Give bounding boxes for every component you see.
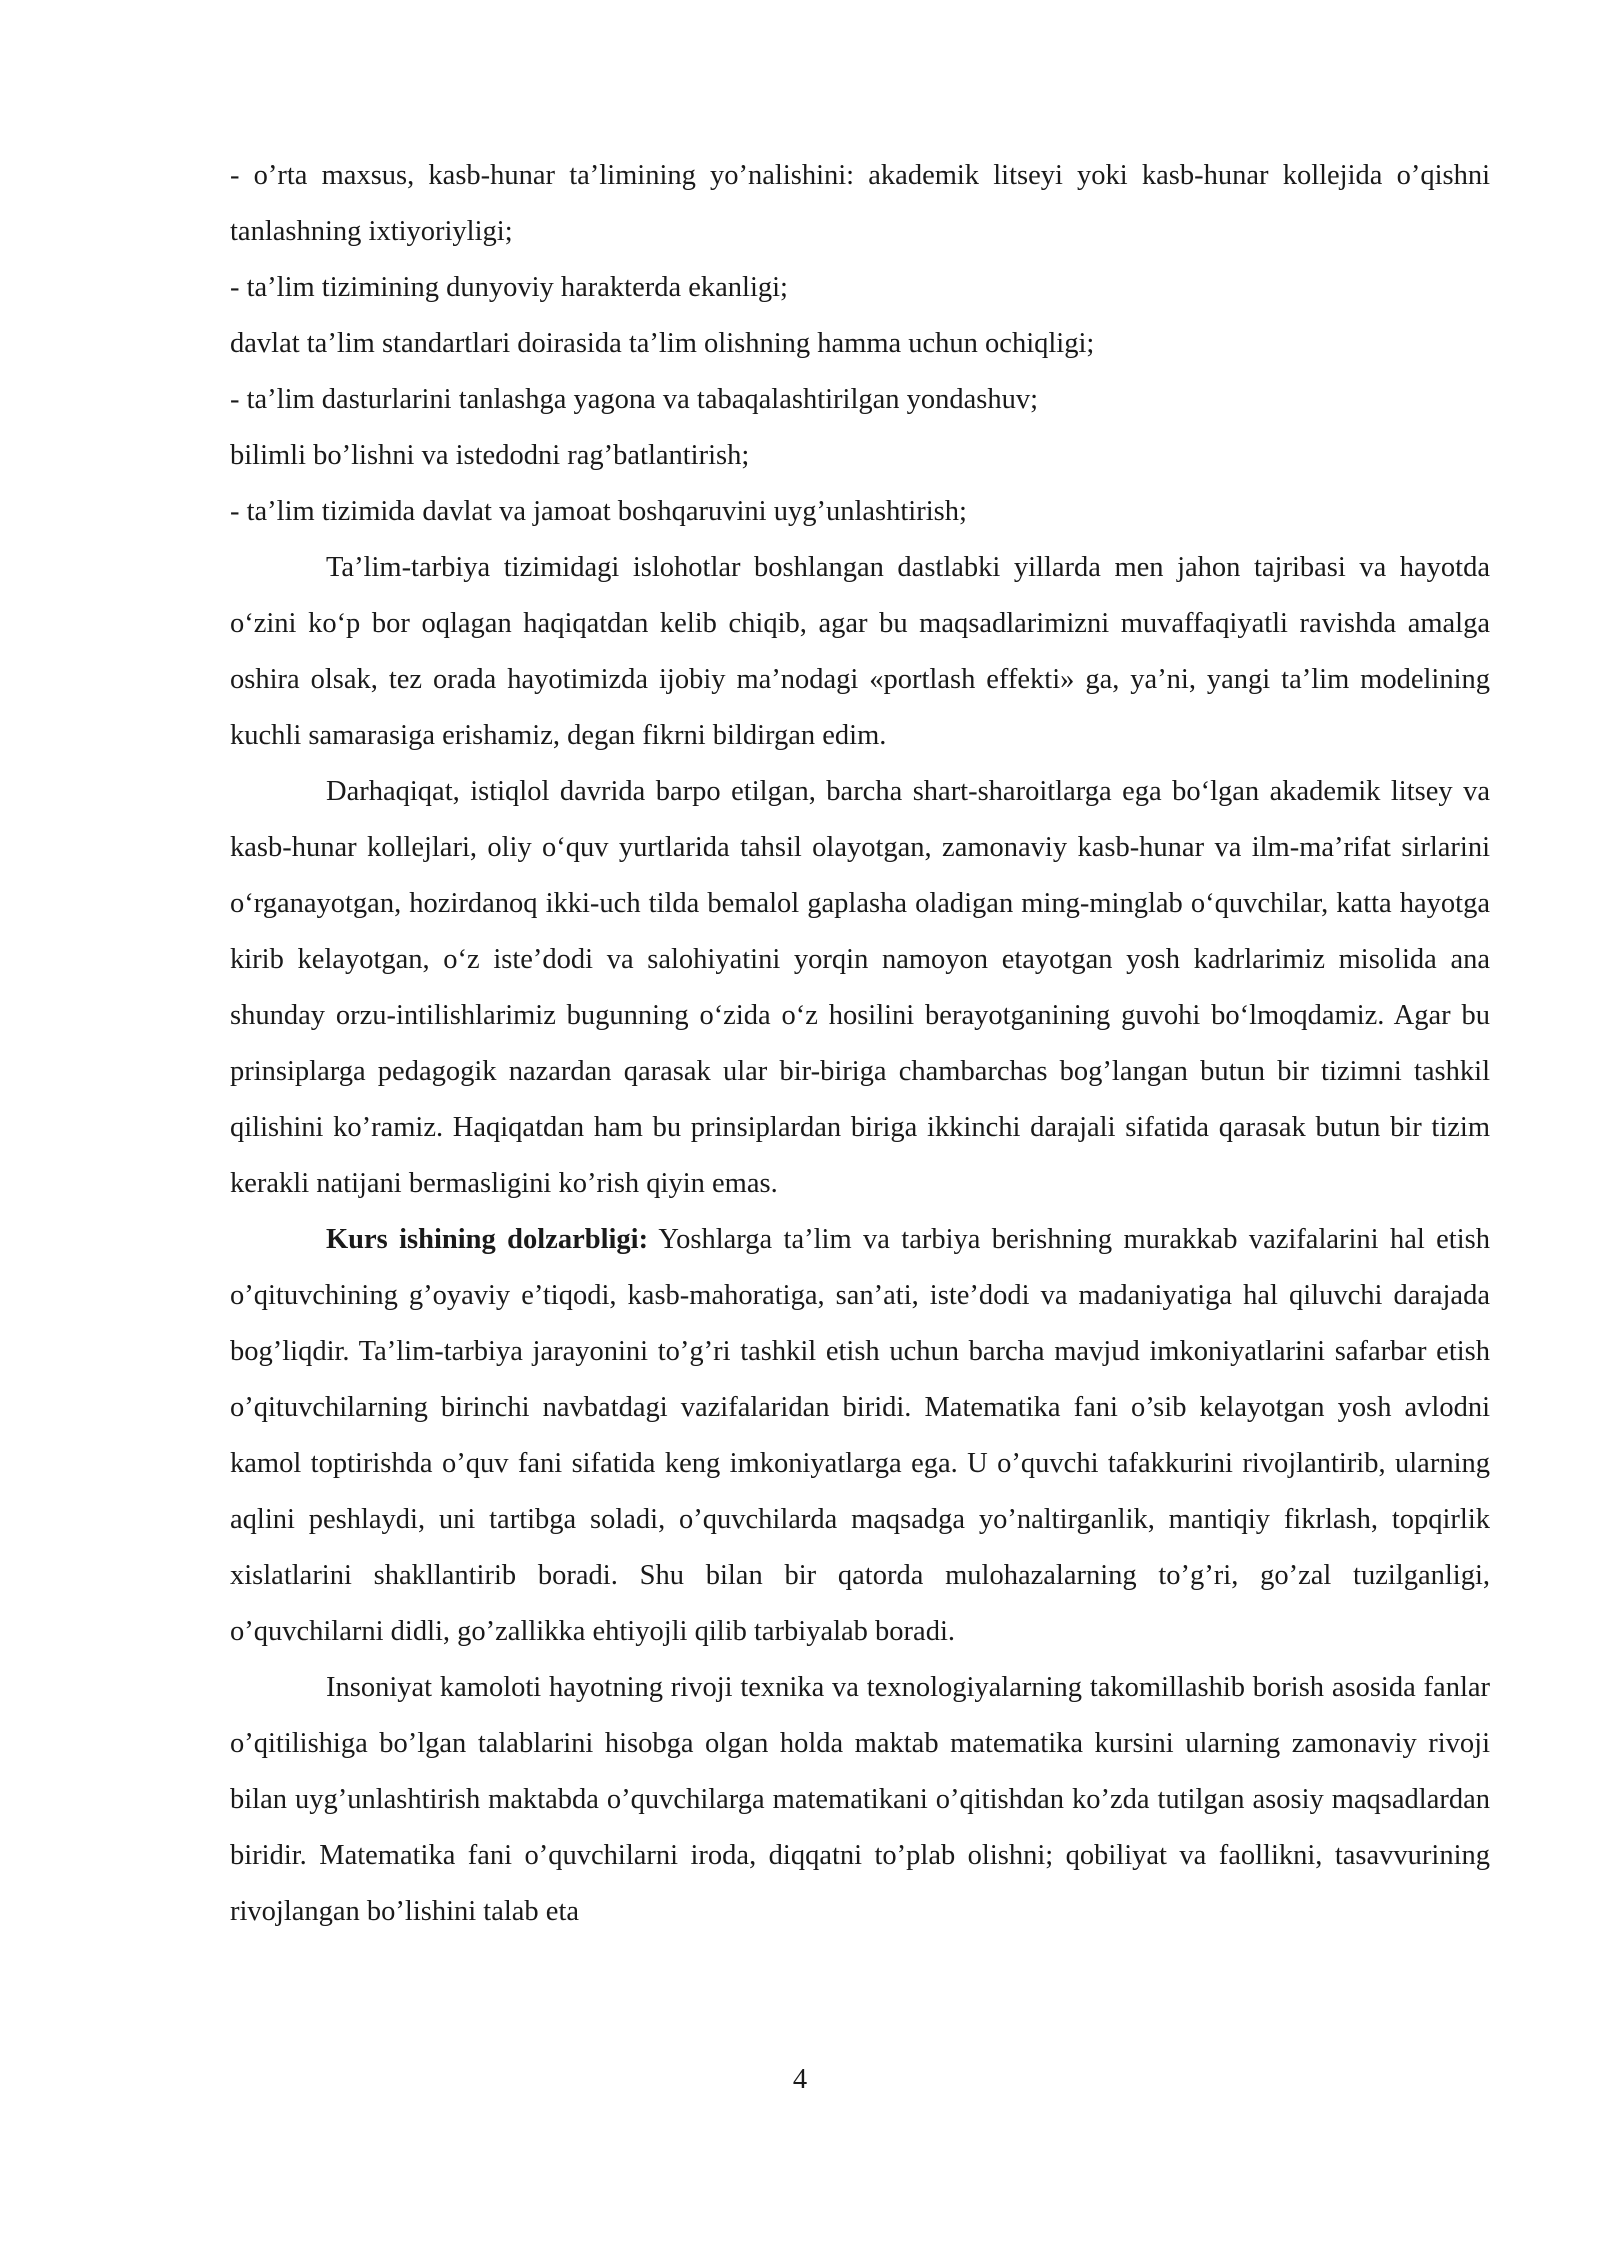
list-item-curriculum-approach: - ta’lim dasturlarini tanlashga yagona va tabaqalashtirilgan yondashuv; <box>230 384 1039 415</box>
relevance-text: Yoshlarga ta’lim va tarbiya berishning murakkab vazifalarini hal etish o’qituvchining g’oyaviy e’tiqodi, kasb-mahoratiga, san’ati, iste’dodi va madaniyatiga hal qiluvchi darajada bog’liqdir. Ta’lim-tarbiya jarayonini to’g’ri tashkil etish uchun barcha mavjud imkoniyatlarini safarbar etish o’qituvchilarning birinchi navbatdagi vazifalaridan biridi. Matematika fani o’sib kelayotgan yosh avlodni kamol toptirishda o’quv fani sifatida keng imkoniyatlarga ega. U o’quvchi tafakkurini rivojlantirib, ularning aqlini peshlaydi, uni tartibga soladi, o’quvchilarda maqsadga yo’naltirganlik, mantiqiy fikrlash, topqirlik xislatlarini shakllantirib boradi. Shu bilan bir qatorda mulohazalarning to’g’ri, go’zal tuzilganligi, o’quvchilarni didli, go’zallikka ehtiyojli qilib tarbiyalab boradi. <box>230 1224 1490 1647</box>
paragraph-course-relevance <box>230 1212 1490 1660</box>
page-number: 4 <box>792 2064 808 2095</box>
list-item-governance: - ta’lim tizimida davlat va jamoat boshqaruvini uyg’unlashtirish; <box>230 496 967 527</box>
list-item-encourage-talent: bilimli bo’lishni va istedodni rag’batlantirish; <box>230 440 750 471</box>
paragraph-independence-results: Darhaqiqat, istiqlol davrida barpo etilgan, barcha shart-sharoitlarga ega bo‘lgan akademik litsey va kasb-hunar kollejlari, oliy o‘quv yurtlarida tahsil olayotgan, zamonaviy kasb-hunar va ilm-ma’rifat sirlarini o‘rganayotgan, hozirdanoq ikki-uch tilda bemalol gaplasha oladigan ming-minglab o‘quvchilar, katta hayotga kirib kelayotgan, o‘z iste’dodi va salohiyatini yorqin namoyon etayotgan yosh kadrlarimiz misolida ana shunday orzu-intilishlarimiz bugunning o‘zida o‘z hosilini berayotganining guvohi bo‘lmoqdamiz. Agar bu prinsiplarga pedagogik nazardan qarasak ular bir-biriga chambarchas bog’langan butun bir tizimni tashkil qilishini ko’ramiz. Haqiqatdan ham bu prinsiplardan biriga ikkinchi darajali sifatida qarasak butun bir tizim kerakli natijani bermasligini ko’rish qiyin emas. <box>230 776 1490 1199</box>
list-item-open-standards: davlat ta’lim standartlari doirasida ta’lim olishning hamma uchun ochiqligi; <box>230 328 1095 359</box>
relevance-heading: Kurs ishining dolzarbligi: <box>326 1224 649 1255</box>
document-page <box>230 148 1490 1940</box>
paragraph-reform-effect: Ta’lim-tarbiya tizimidagi islohotlar boshlangan dastlabki yillarda men jahon tajribasi va hayotda o‘zini ko‘p bor oqlagan haqiqatdan kelib chiqib, agar bu maqsadlarimizni muvaffaqiyatli ravishda amalga oshira olsak, tez orada hayotimizda ijobiy ma’nodagi «portlash effekti» ga, ya’ni, yangi ta’lim modelining kuchli samarasiga erishamiz, degan fikrni bildirgan edim. <box>230 552 1490 751</box>
list-item-secular-education: - ta’lim tizimining dunyoviy harakterda ekanligi; <box>230 272 788 303</box>
list-item-vocational-choice: - o’rta maxsus, kasb-hunar ta’limining yo’nalishini: akademik litseyi yoki kasb-hunar kollejida o’qishni tanlashning ixtiyoriyligi; <box>230 160 1490 247</box>
paragraph-math-goals: Insoniyat kamoloti hayotning rivoji texnika va texnologiyalarning takomillashib borish asosida fanlar o’qitilishiga bo’lgan talablarini hisobga olgan holda maktab matematika kursini ularning zamonaviy rivoji bilan uyg’unlashtirish maktabda o’quvchilarga matematikani o’qitishdan ko’zda tutilgan asosiy maqsadlardan biridir. Matematika fani o’quvchilarni iroda, diqqatni to’plab olishni; qobiliyat va faollikni, tasavvurining rivojlangan bo’lishini talab eta <box>230 1672 1490 1927</box>
